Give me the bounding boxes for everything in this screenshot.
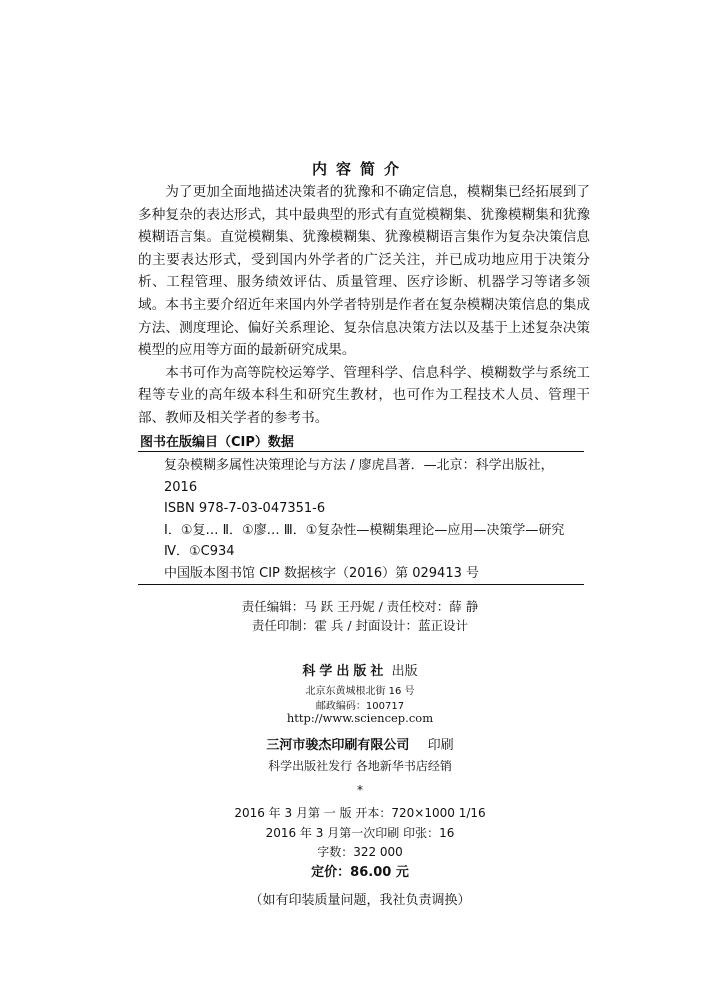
publisher-line [0,660,720,679]
edition-info: 2016 年 3 月第 一 版 开本：720×1000 1/16 [234,806,486,820]
price: 定价：86.00 元 [311,865,409,880]
printer-suffix: 印刷 [427,738,454,753]
word-count: 字数：322 000 [317,845,403,859]
intro-paragraph-1: 为了更加全面地描述决策者的犹豫和不确定信息，模糊集已经拓展到了多种复杂的表达形式，其中最典型的形式有直觉模糊集、犹豫模糊集和犹豫模糊语言集。直觉模糊集、犹豫模糊集、犹豫模糊语言集作为复杂决策信息的主要表达形式，受到国内外学者的广泛关注，并已成功地应用于决策分析、工程管理、服务绩效评估、质量管理、医疗诊断、机器学习等诸多领域。本书主要介绍近年来国内外学者特别是作者在复杂模糊决策信息的集成方法、测度理论、偏好关系理论、复杂信息决策方法以及基于上述复杂决策模型的应用等方面的最新研究成果。 [138,184,590,359]
cip-classification: Ⅰ．①复… Ⅱ．①廖… Ⅲ．①复杂性—模糊集理论—应用—决策学—研究 Ⅳ．①C934 [164,522,565,559]
distribution: 科学出版社发行 各地新华书店经销 [268,759,452,773]
intro-text [138,181,590,430]
cip-verify: 中国版本图书馆 CIP 数据核字（2016）第 029413 号 [164,565,479,581]
publisher-address: 北京东黄城根北街 16 号 [305,686,415,697]
cip-heading: 图书在版编目（CIP）数据 [140,435,294,450]
cip-bottom-rule [138,584,584,585]
editors-line-2: 责任印制：霍 兵 / 封面设计：蓝正设计 [251,618,469,633]
intro-paragraph-2: 本书可作为高等院校运筹学、管理科学、信息科学、模糊数学与系统工程等专业的高年级本科生和研究生教材，也可作为工程技术人员、管理干部、教师及相关学者的参考书。 [138,364,590,426]
printer-name: 三河市骏杰印刷有限公司 [266,738,410,753]
intro-title: 内容简介 [311,160,408,178]
cip-isbn: ISBN 978-7-03-047351-6 [164,501,326,516]
publisher-url: http://www.sciencep.com [286,711,434,725]
quality-notice: （如有印装质量问题，我社负责调换） [249,893,471,908]
printer-line [0,734,720,753]
publisher-postcode: 邮政编码：100717 [315,701,405,712]
printing-info: 2016 年 3 月第一次印刷 印张：16 [265,826,455,840]
editors-line-1: 责任编辑：马 跃 王丹妮 / 责任校对：薛 静 [241,599,479,614]
cip-entry: 复杂模糊多属性决策理论与方法 / 廖虎昌著．—北京：科学出版社，2016 [164,458,554,495]
cip-top-rule [138,451,584,452]
separator-star: * [357,783,363,797]
publisher-suffix: 出版 [391,664,418,679]
publisher-name: 科学出版社 [302,664,388,679]
cip-block [138,455,584,584]
